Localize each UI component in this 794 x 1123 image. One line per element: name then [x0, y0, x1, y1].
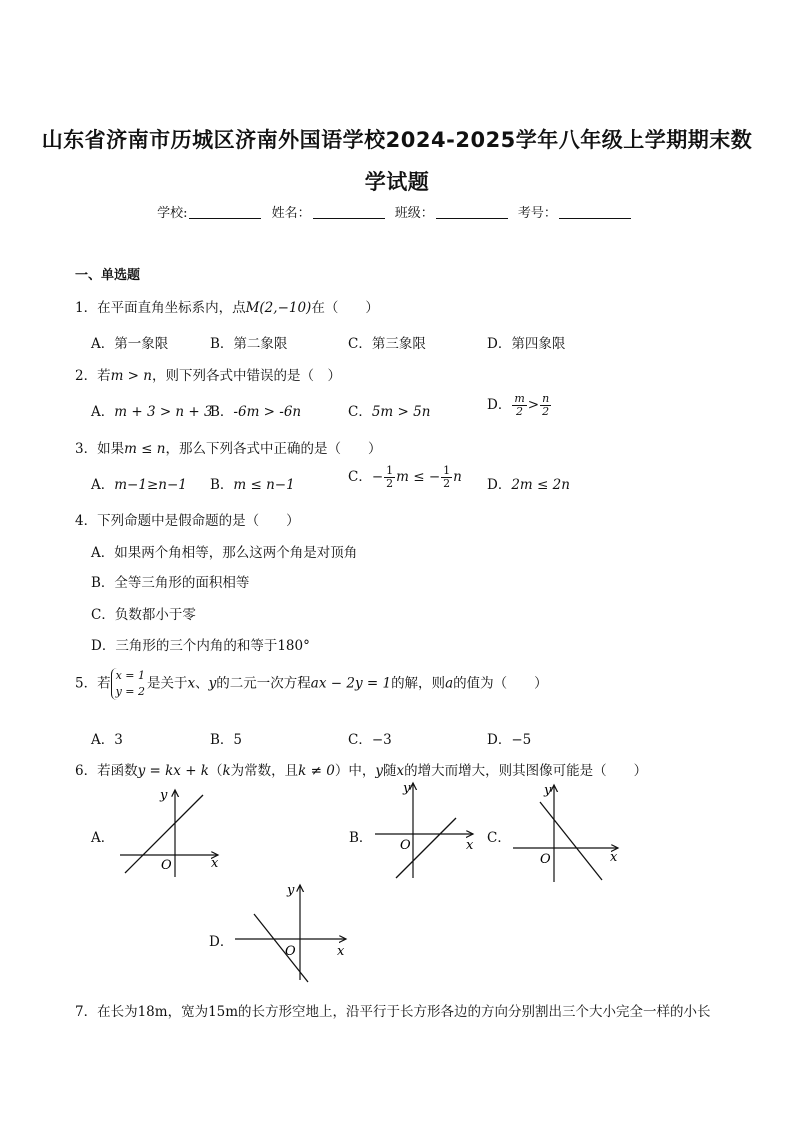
q4-text: 下列命题中是假命题的是（ ）	[97, 513, 300, 529]
q1-option-d[interactable]: D．第四象限	[487, 336, 566, 352]
q3-condition: m ≤ n	[124, 441, 166, 457]
question-5: 5．若 x = 1 y = 2 是关于x、y的二元一次方程ax − 2y = 1的解，则a的值为（ ）	[75, 669, 548, 698]
origin-label: O	[285, 944, 296, 959]
y-label: y	[160, 788, 168, 803]
q4-number: 4．	[75, 513, 98, 529]
q2-option-b[interactable]: B．-6m > -6n	[210, 404, 302, 420]
q2-number: 2．	[75, 368, 98, 384]
q6-option-c-label[interactable]: C．	[487, 830, 511, 846]
question-3	[75, 437, 381, 457]
q1-option-a[interactable]: A．第一象限	[91, 336, 169, 352]
origin-label: O	[400, 838, 411, 853]
q5-option-d[interactable]: D．−5	[487, 732, 532, 748]
section-heading: 一、单选题	[75, 268, 141, 283]
q6-graph-c[interactable]	[510, 780, 625, 885]
y-label: y	[544, 783, 552, 798]
q6-graph-d[interactable]	[232, 880, 352, 985]
q5-equation-system: x = 1 y = 2	[111, 668, 145, 700]
q3-text: 如果	[97, 441, 125, 457]
q6-option-b-label[interactable]: B．	[349, 830, 373, 846]
q1-option-b[interactable]: B．第二象限	[210, 336, 288, 352]
q2-option-a[interactable]: A．m + 3 > n + 3	[91, 404, 213, 420]
q4-option-a[interactable]: A．如果两个角相等，那么这两个角是对顶角	[91, 545, 358, 561]
x-label: x	[211, 856, 219, 871]
q6-option-d-label[interactable]: D．	[209, 934, 234, 950]
student-info-row	[0, 202, 794, 221]
q2-text-end: ，则下列各式中错误的是（ ）	[151, 368, 341, 384]
q6-graph-b[interactable]	[370, 778, 480, 883]
q5-number: 5．	[75, 675, 98, 692]
x-label: x	[610, 850, 618, 865]
y-label: y	[403, 781, 411, 796]
q6-function: y = kx + k	[137, 763, 209, 779]
q5-option-c[interactable]: C．−3	[348, 732, 392, 748]
title-line-2: 学试题	[364, 170, 430, 194]
q4-option-c[interactable]: C．负数都小于零	[91, 607, 196, 623]
class-blank[interactable]	[436, 204, 508, 219]
q3-option-d[interactable]: D．2m ≤ 2n	[487, 477, 570, 493]
q1-text-end: 在（ ）	[311, 300, 379, 316]
exam-no-label: 考号：	[517, 206, 557, 221]
q1-option-c[interactable]: C．第三象限	[348, 336, 426, 352]
q6-graph-a[interactable]	[115, 785, 225, 880]
q4-option-d[interactable]: D．三角形的三个内角的和等于180°	[91, 638, 310, 654]
q3-option-b[interactable]: B．m ≤ n−1	[210, 477, 295, 493]
q6-option-a-label[interactable]: A．	[91, 830, 115, 846]
q2-text: 若	[97, 368, 111, 384]
q1-point: M(2,−10)	[245, 300, 312, 316]
origin-label: O	[540, 852, 551, 867]
q3-text-end: ，那么下列各式中正确的是（ ）	[165, 441, 382, 457]
question-1	[75, 296, 379, 316]
name-blank[interactable]	[313, 204, 385, 219]
exam-no-blank[interactable]	[559, 204, 631, 219]
school-blank[interactable]	[189, 204, 261, 219]
q3-option-a[interactable]: A．m−1≥n−1	[91, 477, 187, 493]
q1-number: 1．	[75, 300, 98, 316]
origin-label: O	[161, 858, 172, 873]
q4-option-b[interactable]: B．全等三角形的面积相等	[91, 575, 250, 591]
q3-number: 3．	[75, 441, 98, 457]
question-7	[75, 1000, 711, 1020]
q2-condition: m > n	[110, 368, 152, 384]
q5-equation: ax − 2y = 1	[310, 675, 392, 692]
name-label: 姓名：	[271, 206, 311, 221]
q3-option-c[interactable]: C．− $\frac{1}{2}$ m ≤ − $\frac{1}{2}$ n	[348, 464, 462, 490]
q5-option-a[interactable]: A．3	[91, 732, 123, 748]
question-2	[75, 364, 341, 384]
q2-option-d[interactable]: D． $\frac{m}{2}$ > $\frac{n}{2}$	[487, 392, 550, 418]
function-line	[540, 802, 602, 880]
x-label: x	[466, 838, 474, 853]
q7-number: 7．	[75, 1004, 98, 1020]
x-label: x	[337, 944, 345, 959]
title-line-1: 山东省济南市历城区济南外国语学校2024-2025学年八年级上学期期末数	[41, 128, 753, 152]
y-label: y	[287, 883, 295, 898]
question-6: 6．若函数y = kx + k（k为常数，且k ≠ 0）中，y随x的增大而增大，则其图像可能是（ ）	[75, 763, 648, 779]
school-label: 学校:	[157, 206, 188, 221]
q6-number: 6．	[75, 763, 98, 779]
q1-text: 在平面直角坐标系内，点	[97, 300, 246, 316]
q5-option-b[interactable]: B．5	[210, 732, 243, 748]
q7-text: 在长为18m，宽为15m的长方形空地上，沿平行于长方形各边的方向分别割出三个大小完全一样的小长	[97, 1004, 711, 1020]
question-4	[75, 509, 300, 529]
class-label: 班级：	[394, 206, 434, 221]
q2-option-c[interactable]: C．5m > 5n	[348, 404, 431, 420]
